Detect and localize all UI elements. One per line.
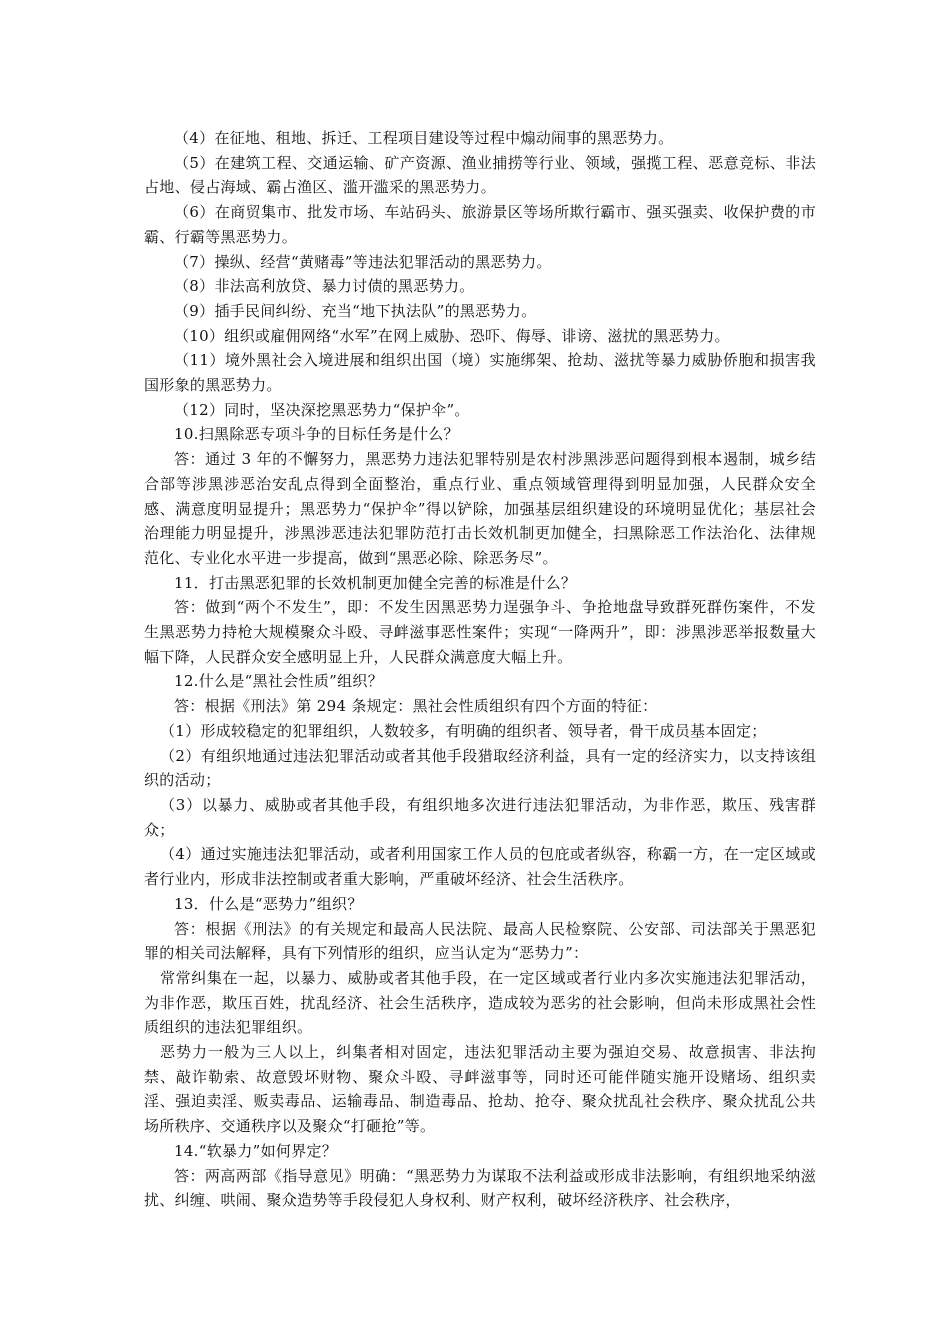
document-body [144, 126, 816, 1213]
paragraph: （1）形成较稳定的犯罪组织，人数较多，有明确的组织者、领导者，骨干成员基本固定； [160, 721, 767, 740]
paragraph: 答：根据《刑法》的有关规定和最高人民法院、最高人民检察院、公安部、司法部关于黑恶犯罪的相关司法解释，具有下列情形的组织，应当认定为“恶势力”： [144, 919, 816, 963]
paragraph: （8）非法高利放贷、暴力讨债的黑恶势力。 [174, 277, 475, 296]
paragraph: （9）插手民间纠纷、充当“地下执法队”的黑恶势力。 [174, 301, 537, 320]
paragraph: 常常纠集在一起，以暴力、威胁或者其他手段，在一定区域或者行业内多次实施违法犯罪活动，为非作恶，欺压百姓，扰乱经济、社会生活秩序，造成较为恶劣的社会影响，但尚未形成黑社会性质组织的违法犯罪组织。 [144, 968, 816, 1037]
paragraph: （12）同时，坚决深挖黑恶势力“保护伞”。 [174, 400, 470, 419]
paragraph: （4）在征地、租地、拆迁、工程项目建设等过程中煽动闹事的黑恶势力。 [174, 129, 674, 147]
paragraph: （3）以暴力、威胁或者其他手段，有组织地多次进行违法犯罪活动，为非作恶，欺压、残害群众； [144, 795, 816, 839]
paragraph: （6）在商贸集市、批发市场、车站码头、旅游景区等场所欺行霸市、强买强卖、收保护费的市霸、行霸等黑恶势力。 [144, 203, 816, 246]
paragraph: （2）有组织地通过违法犯罪活动或者其他手段猎取经济利益，具有一定的经济实力，以支持该组织的活动； [144, 746, 816, 790]
paragraph: （7）操纵、经营“黄赌毒”等违法犯罪活动的黑恶势力。 [174, 252, 552, 271]
paragraph: 答：根据《刑法》第 294 条规定：黑社会性质组织有四个方面的特征： [174, 697, 658, 716]
paragraph: （5）在建筑工程、交通运输、矿产资源、渔业捕捞等行业、领域，强揽工程、恶意竞标、非法占地、侵占海域、霸占渔区、滥开滥采的黑恶势力。 [144, 153, 816, 197]
paragraph: （4）通过实施违法犯罪活动，或者利用国家工作人员的包庇或者纵容，称霸一方，在一定区域或者行业内，形成非法控制或者重大影响，严重破坏经济、社会生活秩序。 [144, 845, 816, 889]
paragraph: 13．什么是“恶势力”组织？ [174, 894, 363, 913]
paragraph: 答：两高两部《指导意见》明确：“黑恶势力为谋取不法利益或形成非法影响，有组织地采纳滋扰、纠缠、哄闹、聚众造势等手段侵犯人身权利、财产权利，破坏经济秩序、社会秩序， [144, 1166, 816, 1210]
paragraph: 11．打击黑恶犯罪的长效机制更加健全完善的标准是什么？ [174, 573, 577, 592]
paragraph: 14.“软暴力”如何界定？ [174, 1141, 338, 1160]
paragraph: （10）组织或雇佣网络“水军”在网上威胁、恐吓、侮辱、诽谤、滋扰的黑恶势力。 [174, 326, 730, 345]
paragraph: （11）境外黑社会入境进展和组织出国（境）实施绑架、抢劫、滋扰等暴力威胁侨胞和损害我国形象的黑恶势力。 [144, 351, 816, 395]
paragraph: 恶势力一般为三人以上，纠集者相对固定，违法犯罪活动主要为强迫交易、故意损害、非法拘禁、敲诈勒索、故意毁坏财物、聚众斗殴、寻衅滋事等，同时还可能伴随实施开设赌场、组织卖淫、强迫卖淫、贩卖毒品、运输毒品、制造毒品、抢劫、抢夺、聚众扰乱社会秩序、聚众扰乱公共场所秩序、交通秩序以及聚众“打砸抢”等。 [144, 1043, 816, 1136]
paragraph: 答：通过 3 年的不懈努力，黑恶势力违法犯罪特别是农村涉黑涉恶问题得到根本遏制，城乡结合部等涉黑涉恶治安乱点得到全面整治，重点行业、重点领域管理得到明显加强，人民群众安全感、满意度明显提升；黑恶势力“保护伞”得以铲除，加强基层组织建设的环境明显优化；基层社会治理能力明显提升，涉黑涉恶违法犯罪防范打击长效机制更加健全，扫黑除恶工作法治化、法律规范化、专业化水平进一步提高，做到“黑恶必除、除恶务尽”。 [144, 450, 816, 567]
paragraph: 答：做到“两个不发生”，即：不发生因黑恶势力逞强争斗、争抢地盘导致群死群伤案件，不发生黑恶势力持枪大规模聚众斗殴、寻衅滋事恶性案件；实现“一降两升”，即：涉黑涉恶举报数量大幅下降，人民群众安全感明显上升，人民群众满意度大幅上升。 [144, 598, 816, 666]
paragraph: 12.什么是“黑社会性质”组织？ [174, 672, 383, 691]
paragraph: 10.扫黑除恶专项斗争的目标任务是什么？ [174, 425, 459, 444]
